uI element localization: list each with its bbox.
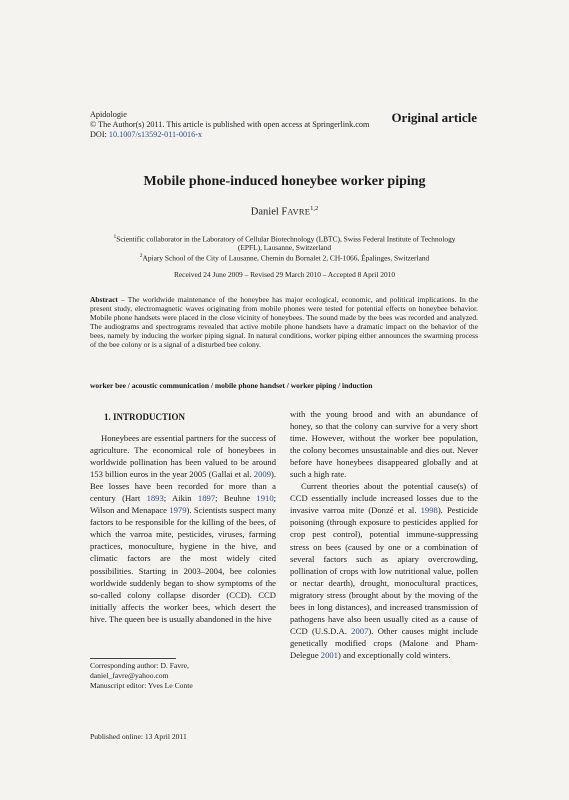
citation-link[interactable]: 1998 bbox=[420, 505, 438, 516]
footnote bbox=[90, 661, 193, 690]
text-run: Current theories about the potential cause(s) of CCD essentially include increased losses due to the invasive varroa mite (Donzé et al. bbox=[290, 481, 478, 516]
doi-link[interactable]: 10.1007/s13592-011-0016-x bbox=[108, 130, 203, 139]
abstract-label: Abstract bbox=[90, 295, 118, 304]
author-affil-sup: 1,2 bbox=[310, 205, 319, 212]
footnote-rule bbox=[90, 658, 176, 659]
copyright-line: © The Author(s) 2011. This article is published with open access at Springerlink.com bbox=[90, 120, 370, 129]
affil-sup: 1 bbox=[113, 234, 117, 240]
left-column bbox=[90, 432, 276, 625]
paper-title: Mobile phone-induced honeybee worker piping bbox=[143, 174, 426, 189]
text-run: ; Beuhne bbox=[215, 493, 257, 504]
received-dates: Received 24 June 2009 – Revised 29 March 2010 – Accepted 8 April 2010 bbox=[173, 270, 396, 279]
citation-link[interactable]: 2007 bbox=[351, 625, 369, 636]
affiliation-2 bbox=[90, 252, 479, 263]
journal-name: Apidologie bbox=[90, 110, 127, 119]
text-run: ; Aikin bbox=[163, 493, 198, 504]
section-heading: 1. INTRODUCTION bbox=[104, 412, 186, 422]
corresponding-author: Corresponding author: D. Favre, bbox=[90, 661, 189, 670]
paragraph bbox=[90, 432, 276, 625]
abstract-text: – The worldwide maintenance of the honeybee has major ecological, economic, and political implications. In the present study, electromagnetic waves originating from mobile phones were tested for potential effects on honeybee behavior. Mobile phone handsets were placed in the close vicinity of honeybees. The sound made by the bees was recorded and analyzed. The audiograms and spectrograms revealed that active mobile phone handsets have a dramatic impact on the behavior of the bees, namely by inducing the worker piping signal. In natural conditions, worker piping either announces the swarming process of the bee colony or is a signal of a disturbed bee colony. bbox=[90, 295, 478, 349]
author-last-initial: F bbox=[281, 206, 288, 218]
right-column bbox=[290, 408, 478, 661]
citation-link[interactable]: 1893 bbox=[146, 493, 164, 504]
keywords: worker bee / acoustic communication / mobile phone handset / worker piping / induction bbox=[90, 381, 373, 390]
author-line bbox=[0, 205, 569, 218]
author-last-rest: AVRE bbox=[287, 206, 311, 217]
manuscript-editor: Manuscript editor: Yves Le Conte bbox=[90, 680, 193, 690]
author-email[interactable]: daniel_favre@yahoo.com bbox=[90, 670, 169, 680]
doi-line bbox=[90, 130, 202, 140]
article-type: Original article bbox=[391, 110, 477, 125]
citation-link[interactable]: 1897 bbox=[197, 493, 216, 504]
text-run: ). Scientists suspect many factors to be responsible for the killing of the bees, of which the varroa mite, pesticides, viruses, farming practices, monoculture, hygiene in the hive, and climatic factors are the most widely cited possibilities. Starting in 2003–2004, bee colonies worldwide suddenly began to show symptoms of the so-called colony collapse disorder (CCD). CCD initially affects the worker bees, which desert the hive. The queen bee is usually abandoned in the hive bbox=[90, 505, 276, 624]
citation-link[interactable]: 2001 bbox=[320, 649, 338, 660]
affil-text: Apiary School of the City of Lausanne, Chemin du Bornalet 2, CH-1066, Épalinges, Switzerland bbox=[142, 253, 430, 263]
text-run: ). Bee losses have been recorded for more than a century (Hart bbox=[90, 469, 276, 504]
affiliation-1-cont bbox=[90, 243, 479, 253]
text-run: ) and exceptionally cold winters. bbox=[337, 649, 451, 660]
citation-link[interactable]: 1979 bbox=[169, 505, 187, 516]
paragraph bbox=[290, 480, 478, 661]
text-run: ). Other causes might include genetically modified crops (Malone and Pham-Delegue bbox=[290, 625, 478, 660]
published-online: Published online: 13 April 2011 bbox=[90, 732, 187, 741]
affil-text: Scientific collaborator in the Laboratory of Cellular Biotechnology (LBTC), Swiss Federal Institute of Technology bbox=[116, 234, 456, 244]
citation-link[interactable]: 2009 bbox=[253, 469, 271, 480]
paragraph: with the young brood and with an abundance of honey, so that the colony can survive for a very short time. However, without the worker bee population, the colony becomes unsustainable and dies out. Never before have honeybees disappeared globally and at such a high rate. bbox=[290, 409, 478, 480]
text-run: ; Wilson and Menapace bbox=[90, 493, 276, 516]
text-run: ). Pesticide poisoning (through exposure to pesticides applied for crop pest control), potential immune-suppressing stress on bees (caused by one or a combination of several factors such as apiary overcrowding, pollination of crops with low nutritional value, pollen or nectar dearth), drought, monocultural practices, migratory stress (brought about by the moving of the bees in long distances), and increased transmission of pathogens have also been usually cited as a cause of CCD (U.S.D.A. bbox=[290, 505, 479, 636]
citation-link[interactable]: 1910 bbox=[256, 493, 274, 504]
affil-sup: 2 bbox=[139, 253, 143, 260]
affil-text: (EPFL), Lausanne, Switzerland bbox=[237, 242, 332, 252]
abstract bbox=[90, 296, 478, 349]
text-run: Honeybees are essential partners for the success of agriculture. The economical role of honeybees in worldwide pollination has been valued to be around 153 billion euros in the year 2005 (Gallai et al. bbox=[90, 433, 276, 480]
author-first-name: Daniel bbox=[250, 206, 282, 218]
doi-label: DOI: bbox=[90, 130, 109, 139]
